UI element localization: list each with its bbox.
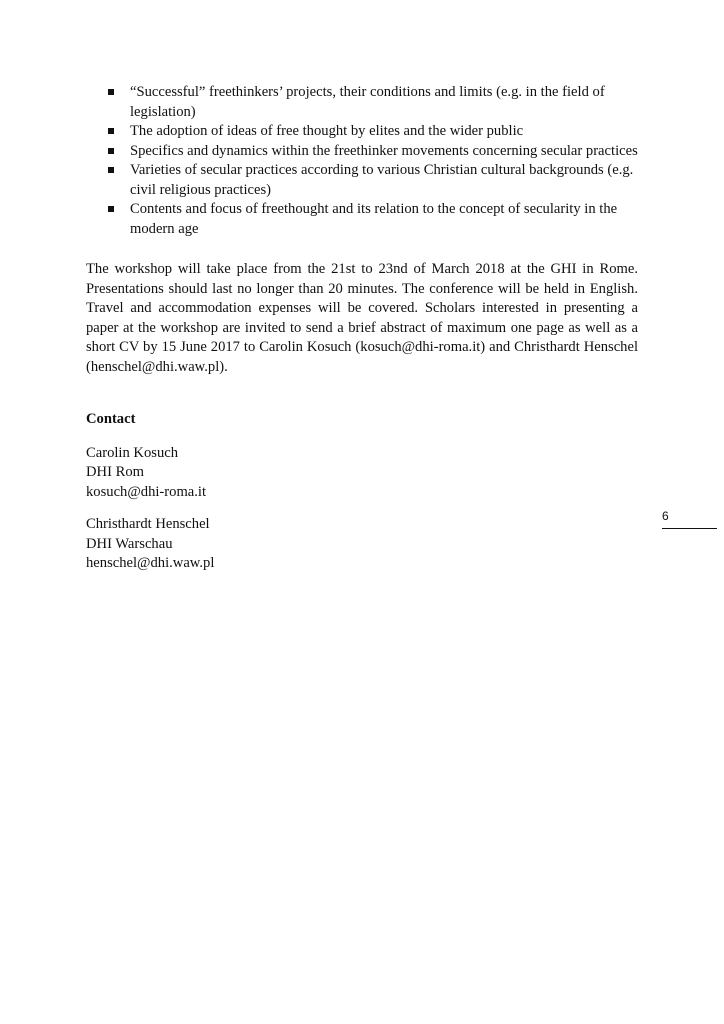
topic-bullet-list <box>86 83 638 239</box>
contact-name: Carolin Kosuch <box>86 444 179 461</box>
square-bullet-icon <box>108 89 114 95</box>
bullet-item <box>86 142 638 162</box>
square-bullet-icon <box>108 167 114 173</box>
contact-person <box>86 515 638 574</box>
bullet-item <box>86 200 638 239</box>
contact-name: Christhardt Henschel <box>86 516 210 532</box>
bullet-item <box>86 83 638 122</box>
contact-email: henschel@dhi.waw.pl <box>86 555 215 571</box>
page-number: 6 <box>662 508 717 529</box>
contact-email: kosuch@dhi-roma.it <box>86 483 207 500</box>
bullet-text: “Successful” freethinkers’ projects, their conditions and limits (e.g. in the field of legislation) <box>130 84 605 120</box>
square-bullet-icon <box>108 206 114 212</box>
document-body <box>86 83 638 574</box>
bullet-text: Varieties of secular practices according to various Christian cultural backgrounds (e.g. civil religious practices) <box>130 162 634 198</box>
contact-heading: Contact <box>86 411 136 427</box>
bullet-text: The adoption of ideas of free thought by elites and the wider public <box>130 123 524 139</box>
bullet-item <box>86 122 638 142</box>
contact-institution: DHI Warschau <box>86 535 173 552</box>
bullet-text: Specifics and dynamics within the freethinker movements concerning secular practices <box>130 142 638 159</box>
contact-institution: DHI Rom <box>86 464 144 480</box>
square-bullet-icon <box>108 128 114 134</box>
contact-person <box>86 444 638 503</box>
workshop-details-paragraph: The workshop will take place from the 21st to 23nd of March 2018 at the GHI in Rome. Presentations should last no longer than 20 minutes. The conference will be held in English. Travel and accommodation expenses will be covered. Scholars interested in presenting a paper at the workshop are invited to send a brief abstract of maximum one page as well as a short CV by 15 June 2017 to Carolin Kosuch (kosuch@dhi-roma.it) and Christhardt Henschel (henschel@dhi.waw.pl). <box>86 261 638 375</box>
square-bullet-icon <box>108 148 114 154</box>
bullet-item <box>86 161 638 200</box>
bullet-text: Contents and focus of freethought and its relation to the concept of secularity in the modern age <box>130 201 618 237</box>
